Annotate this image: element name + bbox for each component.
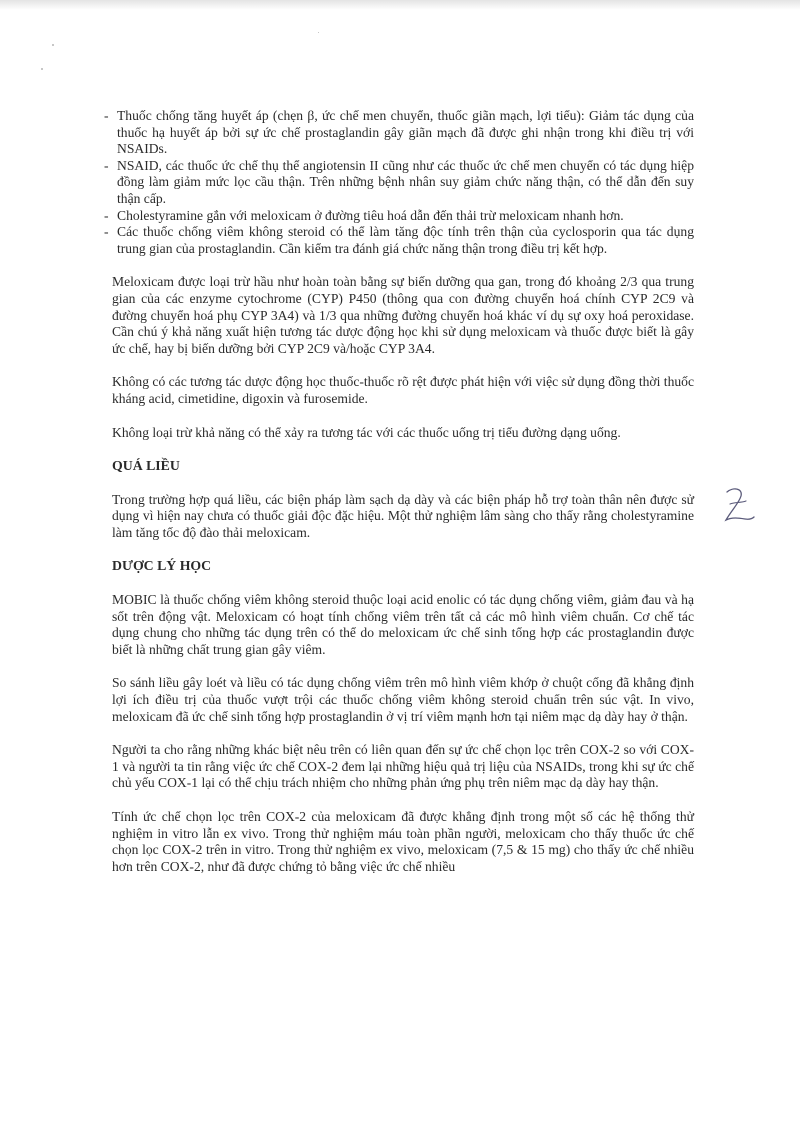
interaction-list xyxy=(112,108,694,257)
paragraph-metabolism: Meloxicam được loại trừ hầu như hoàn toàn bằng sự biến dưỡng qua gan, trong đó khoảng 2/3 qua trung gian của các enzyme cytochrome (CYP) P450 (thông qua con đường chuyển hoá chính CYP 2C9 và đường chuyển hoá phụ CYP 3A4) và 1/3 qua những đường chuyển hoá khác ví dụ sự oxy hoá peroxidase. Cần chú ý khả năng xuất hiện tương tác dược động học khi sử dụng meloxicam và thuốc được biết là gây ức chế, hay bị biến dưỡng bởi CYP 2C9 và/hoặc CYP 3A4. xyxy=(112,274,694,356)
paragraph-pharmacology-4: Tính ức chế chọn lọc trên COX-2 của meloxicam đã được khẳng định trong một số các hệ thống thử nghiệm in vitro lẫn ex vivo. Trong thử nghiệm máu toàn phần người, meloxicam cho thấy thuốc ức chế chọn lọc COX-2 trên in vitro. Trong thử nghiệm ex vivo, meloxicam (7,5 & 15 mg) cho thấy ức chế nhiều hơn trên COX-2, như đã được chứng tỏ bằng việc ức chế nhiều xyxy=(112,809,694,874)
interaction-item-cholestyramine: - Cholestyramine gắn với meloxicam ở đường tiêu hoá dẫn đến thải trừ meloxicam nhanh hơn. xyxy=(104,208,694,225)
interaction-item-antihypertensive: - Thuốc chống tăng huyết áp (chẹn β, ức chế men chuyển, thuốc giãn mạch, lợi tiểu): Giảm tác dụng của thuốc hạ huyết áp bởi sự ức chế prostaglandin gây giãn mạch đã được ghi nhận trong khi điều trị với NSAIDs. xyxy=(104,108,694,158)
handwritten-initial-signature xyxy=(718,484,758,528)
paragraph-oral-antidiabetic: Không loại trừ khả năng có thể xảy ra tương tác với các thuốc uống trị tiểu đường dạng uống. xyxy=(112,424,621,440)
scan-top-shadow xyxy=(0,0,800,10)
paragraph-pharmacology-2: So sánh liều gây loét và liều có tác dụng chống viêm trên mô hình viêm khớp ở chuột cống đã khẳng định lợi ích điều trị của thuốc vượt trội các thuốc chống viêm không steroid chuẩn trên súc vật. In vivo, meloxicam đã ức chế sinh tổng hợp prostaglandin ở vị trí viêm mạnh hơn tại niêm mạc dạ dày hay ở thận. xyxy=(112,675,694,724)
paragraph-no-interaction: Không có các tương tác dược động học thuốc-thuốc rõ rệt được phát hiện với việc sử dụng đồng thời thuốc kháng acid, cimetidine, digoxin và furosemide. xyxy=(112,374,694,406)
scan-speck xyxy=(318,32,319,33)
document-body xyxy=(112,108,694,875)
interaction-item-cyclosporin: - Các thuốc chống viêm không steroid có thể làm tăng độc tính trên thận của cyclosporin qua tác dụng trung gian của prostaglandin. Cần kiểm tra đánh giá chức năng thận trong điều trị kết hợp. xyxy=(104,224,694,257)
paragraph-overdose: Trong trường hợp quá liều, các biện pháp làm sạch dạ dày và các biện pháp hỗ trợ toàn thân nên được sử dụng vì hiện nay chưa có thuốc giải độc đặc hiệu. Một thử nghiệm lâm sàng cho thấy rằng cholestyramine làm tăng tốc độ đào thải meloxicam. xyxy=(112,491,694,540)
scan-speck xyxy=(41,68,43,70)
scan-speck xyxy=(52,44,54,46)
paragraph-pharmacology-1: MOBIC là thuốc chống viêm không steroid thuộc loại acid enolic có tác dụng chống viêm, giảm đau và hạ sốt trên động vật. Meloxicam có hoạt tính chống viêm trên tất cả các mô hình viêm chuẩn. Cơ chế tác dụng chung cho những tác dụng trên có thể do meloxicam ức chế sinh tổng hợp các prostaglandin được biết là những chất trung gian gây viêm. xyxy=(112,592,694,657)
interaction-item-nsaid-angiotensin: - NSAID, các thuốc ức chế thụ thể angiotensin II cũng như các thuốc ức chế men chuyển có tác dụng hiệp đồng làm giảm mức lọc cầu thận. Trên những bệnh nhân suy giảm chức năng thận, có thể dẫn đến suy thận cấp. xyxy=(104,158,694,208)
paragraph-pharmacology-3: Người ta cho rằng những khác biệt nêu trên có liên quan đến sự ức chế chọn lọc trên COX-2 so với COX-1 và người ta tin rằng việc ức chế COX-2 đem lại những hiệu quả trị liệu của NSAIDs, trong khi sự ức chế chủ yếu COX-1 lại có thể chịu trách nhiệm cho những phản ứng phụ trên niêm mạc dạ dày hay thận. xyxy=(112,742,694,791)
heading-overdose: QUÁ LIỀU xyxy=(112,458,180,474)
heading-pharmacology: DƯỢC LÝ HỌC xyxy=(112,558,212,574)
